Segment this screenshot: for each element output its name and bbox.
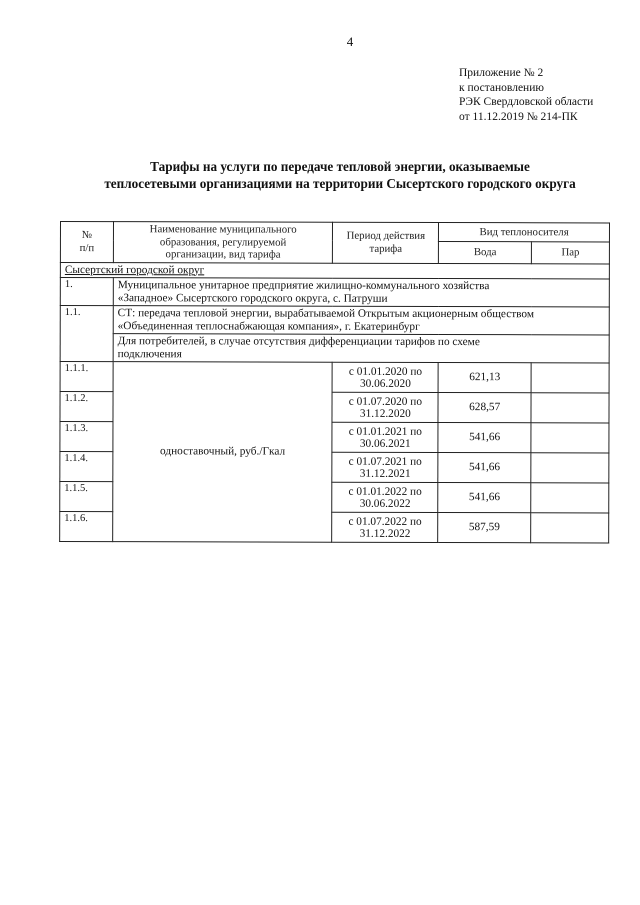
document-title bbox=[60, 158, 620, 192]
appendix-line: РЭК Свердловской области bbox=[459, 96, 594, 108]
row-number: 1.1.2. bbox=[60, 392, 113, 422]
header-steam: Пар bbox=[532, 241, 610, 263]
row-period: с 01.07.2022 по 31.12.2022 bbox=[332, 512, 438, 542]
header-period: Период действия тарифа bbox=[333, 222, 439, 263]
row-steam-value bbox=[531, 363, 609, 393]
consumers-note: Для потребителей, в случае отсутствия дифференциации тарифов по схеме подключения bbox=[113, 334, 609, 363]
row-period: с 01.01.2022 по 30.06.2022 bbox=[332, 482, 438, 512]
org-name: Муниципальное унитарное предприятие жилищно-коммунального хозяйства «Западное» Сысертского городского округа, с. Патруши bbox=[113, 278, 609, 307]
rate-type: одноставочный, руб./Гкал bbox=[113, 362, 333, 543]
row-number: 1.1.5. bbox=[60, 482, 113, 512]
header-name: Наименование муниципального образования, регулируемой организации, вид тарифа bbox=[113, 222, 333, 263]
row-water-value: 541,66 bbox=[438, 422, 531, 452]
appendix-line: от 11.12.2019 № 214-ПК bbox=[459, 110, 578, 123]
header-carrier: Вид теплоносителя bbox=[439, 222, 610, 241]
row-period: с 01.01.2020 по 30.06.2020 bbox=[333, 362, 439, 392]
tariff-type-number: 1.1. bbox=[60, 306, 113, 362]
row-period: с 01.01.2021 по 30.06.2021 bbox=[332, 422, 438, 452]
row-steam-value bbox=[531, 513, 609, 543]
tariff-type-name: СТ: передача тепловой энергии, вырабатываемой Открытым акционерным обществом «Объединенная теплоснабжающая компания», г. Екатеринбург bbox=[113, 306, 609, 335]
appendix-block bbox=[459, 66, 593, 124]
table-row bbox=[60, 362, 609, 393]
page-number: 4 bbox=[346, 34, 354, 49]
tariff-table bbox=[59, 221, 610, 543]
row-number: 1.1.6. bbox=[60, 512, 113, 542]
row-water-value: 587,59 bbox=[438, 512, 531, 542]
row-number: 1.1.4. bbox=[60, 452, 113, 482]
appendix-line: к постановлению bbox=[459, 81, 544, 94]
row-water-value: 628,57 bbox=[438, 392, 531, 422]
title-line: Тарифы на услуги по передаче тепловой энергии, оказываемые bbox=[150, 159, 530, 174]
row-water-value: 541,66 bbox=[438, 482, 531, 512]
row-steam-value bbox=[531, 483, 609, 513]
row-number: 1.1.3. bbox=[60, 422, 113, 452]
row-period: с 01.07.2021 по 31.12.2021 bbox=[332, 452, 438, 482]
title-line: теплосетевыми организациями на территории Сысертского городского округа bbox=[104, 176, 576, 191]
row-steam-value bbox=[531, 423, 609, 453]
row-number: 1.1.1. bbox=[60, 362, 113, 392]
header-water: Вода bbox=[439, 241, 532, 263]
row-steam-value bbox=[531, 393, 609, 423]
row-water-value: 541,66 bbox=[438, 452, 531, 482]
header-number: № п/п bbox=[60, 222, 113, 263]
row-steam-value bbox=[531, 453, 609, 483]
row-period: с 01.07.2020 по 31.12.2020 bbox=[332, 392, 438, 422]
org-number: 1. bbox=[60, 278, 113, 306]
district-row: Сысертский городской округ bbox=[60, 262, 609, 279]
row-water-value: 621,13 bbox=[438, 362, 531, 392]
appendix-line: Приложение № 2 bbox=[459, 67, 544, 79]
